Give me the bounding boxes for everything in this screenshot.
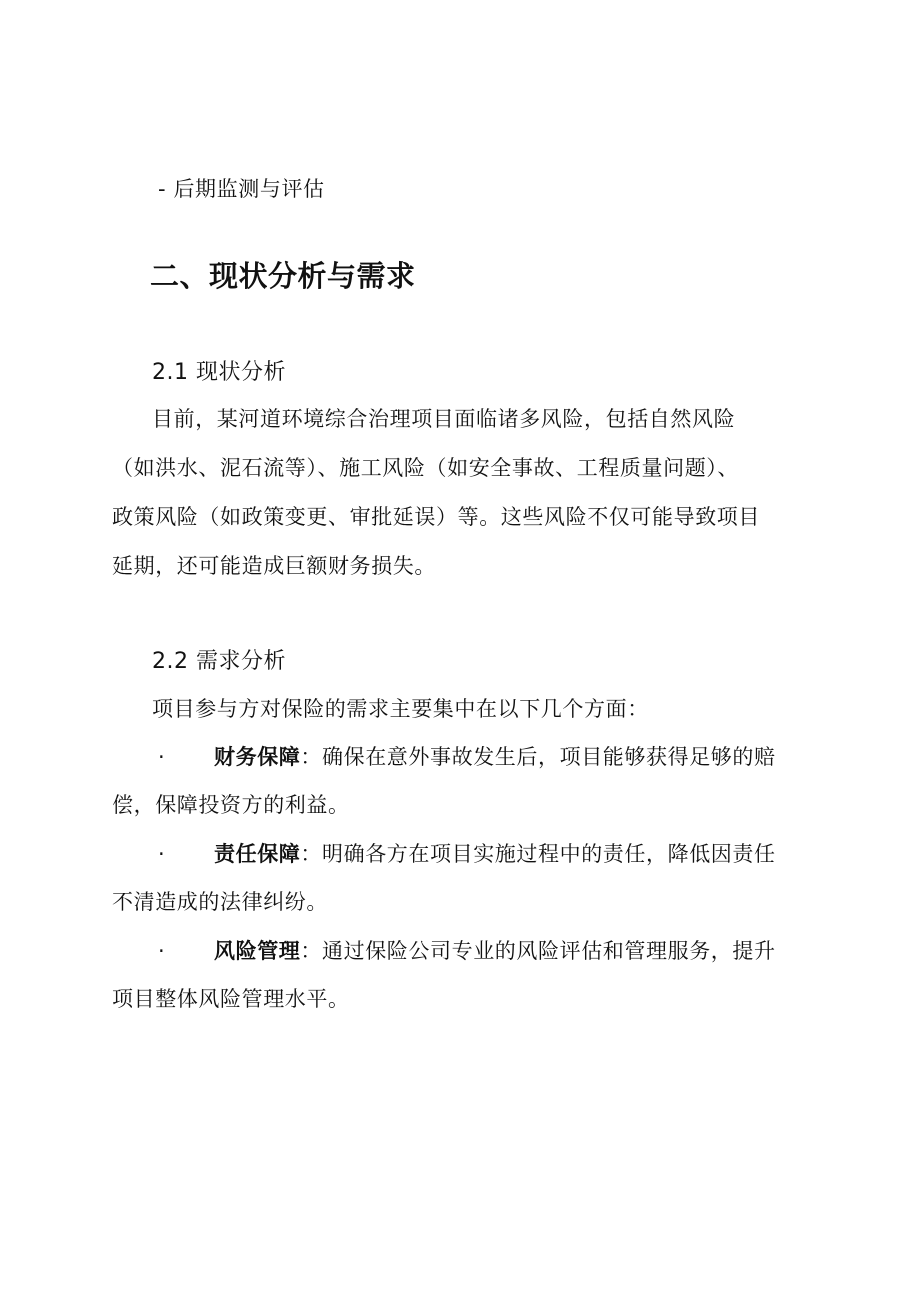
bullet-continuation: 项目整体风险管理水平。 bbox=[112, 987, 350, 1011]
bullet-continuation: 偿，保障投资方的利益。 bbox=[112, 793, 350, 817]
paragraph-line: 延期，还可能造成巨额财务损失。 bbox=[112, 554, 436, 578]
subsection-heading-2-2: 2.2 需求分析 bbox=[152, 649, 286, 674]
bullet-dot: · bbox=[158, 842, 165, 866]
bullet-text: ：确保在意外事故发生后，项目能够获得足够的赔 bbox=[300, 745, 776, 769]
bullet-item-liability bbox=[214, 839, 776, 869]
bullet-term: 责任保障 bbox=[214, 842, 301, 866]
paragraph-line: 目前，某河道环境综合治理项目面临诸多风险，包括自然风险 bbox=[152, 407, 736, 431]
bullet-continuation: 不清造成的法律纠纷。 bbox=[112, 890, 328, 914]
section-title: 二、现状分析与需求 bbox=[150, 259, 416, 293]
dash-list-item: - 后期监测与评估 bbox=[158, 177, 325, 201]
bullet-term: 财务保障 bbox=[214, 745, 301, 769]
bullet-dot: · bbox=[158, 745, 165, 769]
needs-intro: 项目参与方对保险的需求主要集中在以下几个方面： bbox=[152, 697, 649, 721]
bullet-term: 风险管理 bbox=[214, 939, 301, 963]
subsection-heading-2-1: 2.1 现状分析 bbox=[152, 360, 286, 385]
paragraph-line: 政策风险（如政策变更、审批延误）等。这些风险不仅可能导致项目 bbox=[112, 505, 760, 529]
bullet-item-risk-management bbox=[214, 936, 776, 966]
bullet-text: ：明确各方在项目实施过程中的责任，降低因责任 bbox=[300, 842, 776, 866]
bullet-item-financial bbox=[214, 742, 776, 772]
bullet-text: ：通过保险公司专业的风险评估和管理服务，提升 bbox=[300, 939, 776, 963]
bullet-dot: · bbox=[158, 939, 165, 963]
paragraph-line: （如洪水、泥石流等）、施工风险（如安全事故、工程质量问题）、 bbox=[112, 456, 739, 480]
